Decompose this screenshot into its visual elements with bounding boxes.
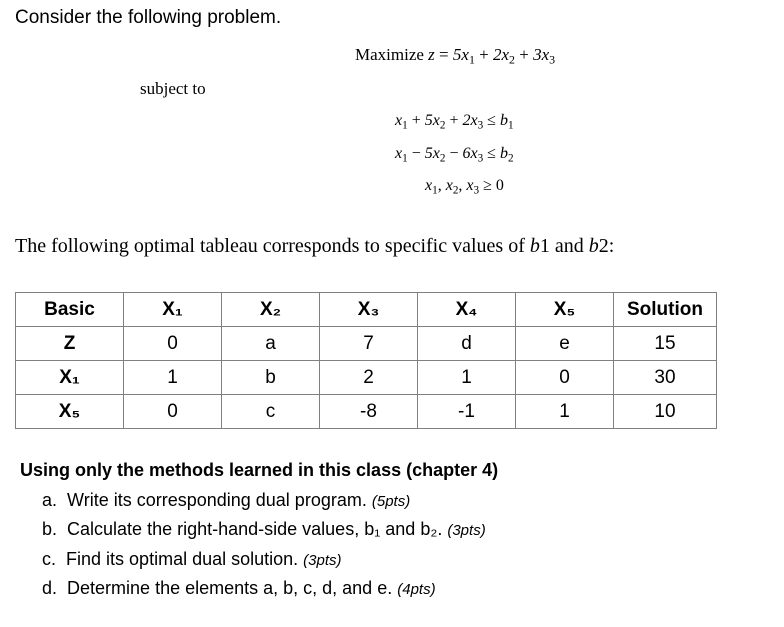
- table-row: [16, 395, 717, 429]
- header-x1: X₁: [124, 293, 222, 327]
- question-text: Find its optimal dual solution.: [66, 549, 299, 569]
- row-label: X₁: [16, 361, 124, 395]
- table-cell: e: [516, 327, 614, 361]
- plus-sign: +: [479, 45, 489, 64]
- objective-function: [355, 45, 555, 65]
- optimal-tableau: [15, 292, 717, 429]
- list-marker: c.: [42, 549, 57, 569]
- row-label: X₅: [16, 395, 124, 429]
- points-label: (3pts): [447, 522, 486, 539]
- points-label: (5pts): [371, 493, 411, 510]
- table-cell: 2: [320, 361, 418, 395]
- list-marker: d.: [42, 578, 58, 598]
- table-cell: 30: [614, 361, 717, 395]
- objective-term: $5x_1$: [452, 45, 475, 67]
- table-cell: b: [222, 361, 320, 395]
- question-part-a: [42, 490, 410, 511]
- table-cell: 0: [516, 361, 614, 395]
- points-label: (3pts): [303, 552, 342, 569]
- instruction-heading: Using only the methods learned in this class (chapter 4): [20, 460, 499, 480]
- maximize-label: Maximize: [355, 45, 424, 64]
- table-row: [16, 361, 717, 395]
- table-cell: 15: [614, 327, 717, 361]
- table-cell: 1: [516, 395, 614, 429]
- question-part-c: [42, 549, 342, 570]
- constraint-1: $x_1 + 5x_2 + 2x_3 \le b_1$: [395, 112, 514, 132]
- header-x5: X₅: [516, 293, 614, 327]
- intro-text: Consider the following problem.: [15, 7, 282, 28]
- header-x4: X₄: [418, 293, 516, 327]
- question-text: Calculate the right-hand-side values, b₁ and b₂.: [67, 519, 443, 539]
- points-label: (4pts): [397, 581, 436, 598]
- question-part-d: [42, 578, 436, 599]
- question-text: Determine the elements a, b, c, d, and e.: [67, 578, 393, 598]
- tableau-intro-text: The following optimal tableau corresponds to specific values of b1 and b2:: [15, 235, 615, 257]
- subject-to-label: subject to: [140, 79, 206, 98]
- objective-term: $2x_2$: [492, 45, 515, 67]
- row-label: Z: [16, 327, 124, 361]
- list-marker: a.: [42, 490, 58, 510]
- table-cell: 0: [124, 327, 222, 361]
- equals-sign: =: [439, 45, 449, 64]
- header-x3: X₃: [320, 293, 418, 327]
- objective-term: $3x_3$: [533, 45, 556, 67]
- plus-sign: +: [519, 45, 529, 64]
- table-cell: 7: [320, 327, 418, 361]
- table-cell: a: [222, 327, 320, 361]
- table-cell: c: [222, 395, 320, 429]
- table-cell: 1: [124, 361, 222, 395]
- table-cell: 0: [124, 395, 222, 429]
- constraint-2: $x_1 - 5x_2 - 6x_3 \le b_2$: [395, 145, 514, 165]
- table-cell: -8: [320, 395, 418, 429]
- header-basic: Basic: [16, 293, 124, 327]
- table-cell: 10: [614, 395, 717, 429]
- objective-variable: z: [428, 45, 435, 64]
- table-cell: 1: [418, 361, 516, 395]
- table-cell: -1: [418, 395, 516, 429]
- question-text: Write its corresponding dual program.: [67, 490, 367, 510]
- tableau-header-row: [16, 293, 717, 327]
- table-cell: d: [418, 327, 516, 361]
- header-solution: Solution: [614, 293, 717, 327]
- table-row: [16, 327, 717, 361]
- header-x2: X₂: [222, 293, 320, 327]
- list-marker: b.: [42, 519, 58, 539]
- question-part-b: [42, 519, 486, 540]
- nonnegativity-constraint: $x_1$, $x_2$, $x_3 \ge 0$: [425, 177, 504, 197]
